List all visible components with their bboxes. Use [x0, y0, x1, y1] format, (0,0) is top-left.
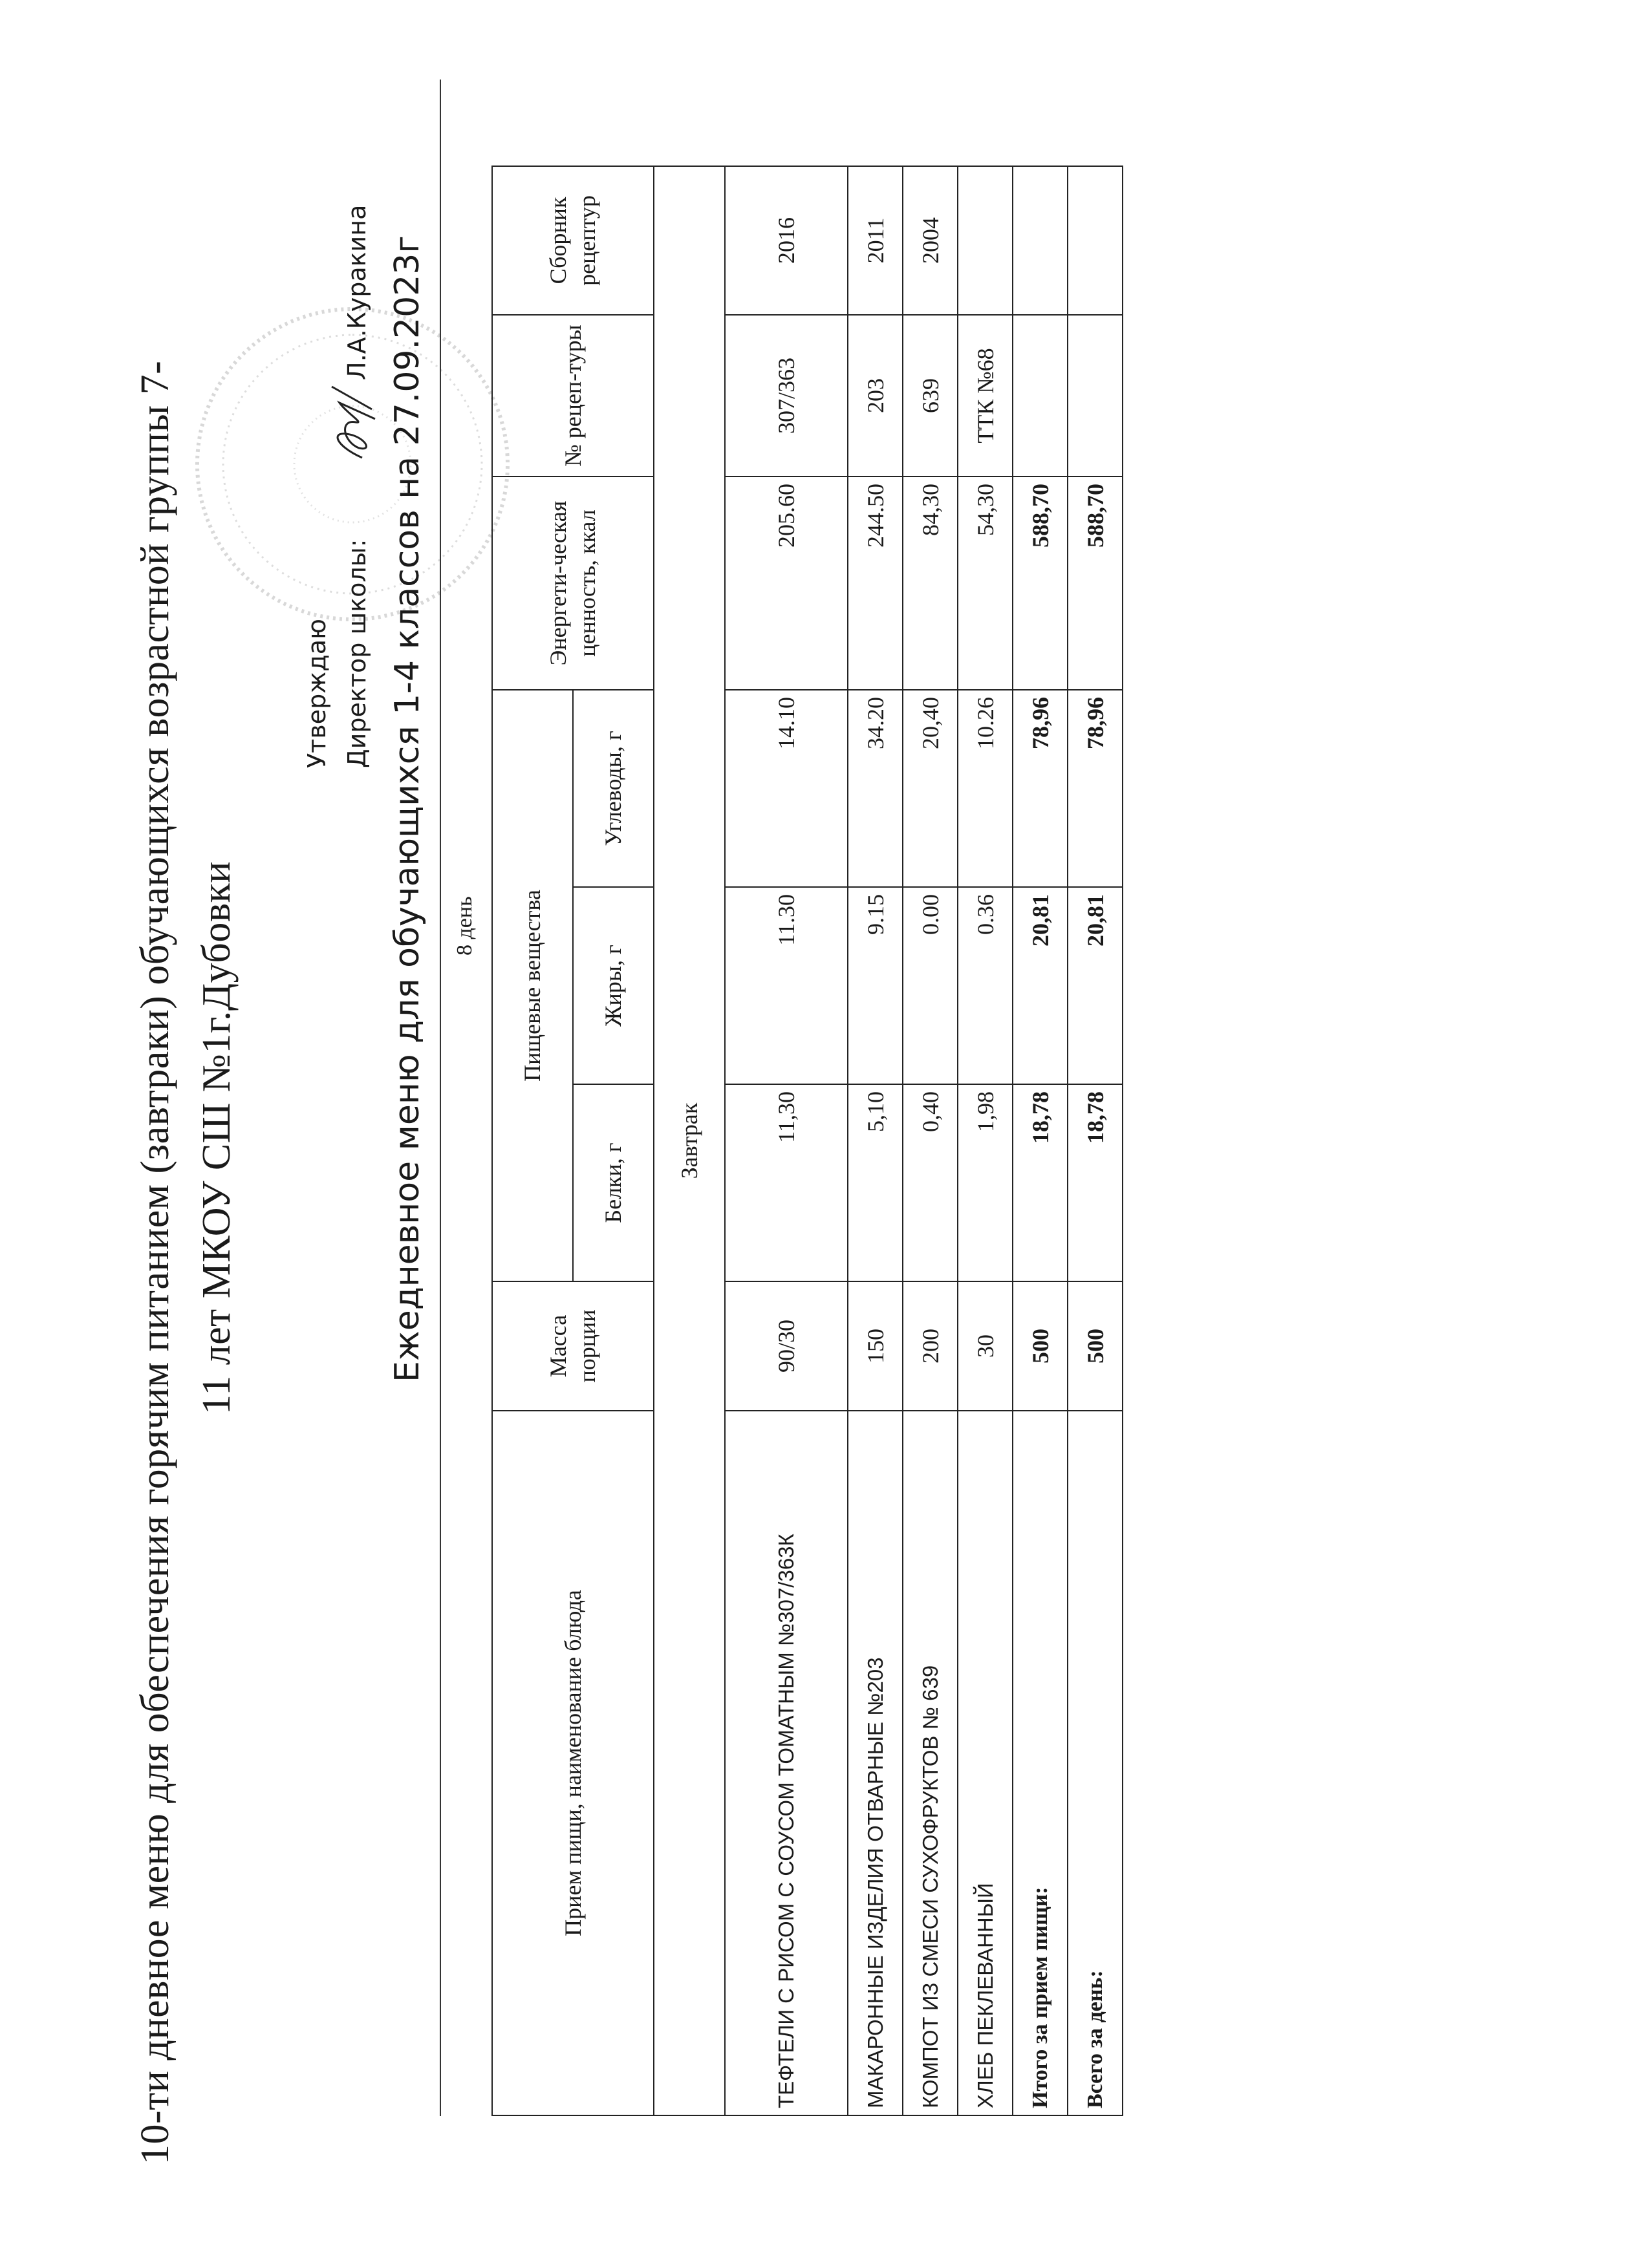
dish-recipe: 203 [848, 315, 903, 476]
dish-recipe: 307/363 [725, 315, 848, 476]
dish-mass: 30 [958, 1281, 1013, 1411]
menu-subtitle: Ежедневное меню для обучающихся 1-4 классов на 27.09.2023г [388, 235, 427, 1382]
totals-recipe-empty [1013, 315, 1068, 476]
day-totals-carbs: 78,96 [1068, 690, 1123, 887]
dish-name: МАКАРОННЫЕ ИЗДЕЛИЯ ОТВАРНЫЕ №203 [848, 1411, 903, 2115]
header-meal-name: Прием пищи, наименование блюда [492, 1411, 654, 2115]
totals-label: Итого за прием пищи: [1013, 1411, 1068, 2115]
dish-recipe: ТТК №68 [958, 315, 1013, 476]
dish-proteins: 1,98 [958, 1084, 1013, 1281]
dish-fats: 0.00 [903, 887, 958, 1084]
director-signature [327, 380, 378, 464]
dish-energy: 54,30 [958, 476, 1013, 690]
menu-table [491, 166, 1123, 2116]
header-recipe-no: № рецеп-туры [492, 315, 654, 476]
totals-proteins: 18,78 [1013, 1084, 1068, 1281]
dish-energy: 84,30 [903, 476, 958, 690]
dish-energy: 244.50 [848, 476, 903, 690]
dish-carbs: 14.10 [725, 690, 848, 887]
header-mass: Масса порции [492, 1281, 654, 1411]
document-title-line2: 11 лет МКОУ СШ №1г.Дубовки [195, 861, 239, 1415]
dish-proteins: 11,30 [725, 1084, 848, 1281]
dish-fats: 11.30 [725, 887, 848, 1084]
day-totals-fats: 20,81 [1068, 887, 1123, 1084]
table-row [725, 166, 848, 2115]
day-totals-mass: 500 [1068, 1281, 1123, 1411]
dish-mass: 150 [848, 1281, 903, 1411]
dish-mass: 90/30 [725, 1281, 848, 1411]
day-totals-energy: 588,70 [1068, 476, 1123, 690]
day-totals-label: Всего за день: [1068, 1411, 1123, 2115]
header-fats: Жиры, г [573, 887, 654, 1084]
section-breakfast: Завтрак [654, 166, 725, 2115]
dish-name: КОМПОТ ИЗ СМЕСИ СУХОФРУКТОВ № 639 [903, 1411, 958, 2115]
header-proteins: Белки, г [573, 1084, 654, 1281]
totals-row [1013, 166, 1068, 2115]
totals-energy: 588,70 [1013, 476, 1068, 690]
dish-name: ТЕФТЕЛИ С РИСОМ С СОУСОМ ТОМАТНЫМ №307/363К [725, 1411, 848, 2115]
director-name: Л.А.Куракина [343, 204, 371, 380]
dish-energy: 205.60 [725, 476, 848, 690]
table-row [958, 166, 1013, 2115]
day-label: 8 день [453, 896, 477, 956]
divider-line [440, 80, 441, 2116]
approve-label: Утверждаю [303, 619, 331, 768]
dish-proteins: 0,40 [903, 1084, 958, 1281]
header-carbs: Углеводы, г [573, 690, 654, 887]
dish-carbs: 20,40 [903, 690, 958, 887]
header-collection: Сборник рецептур [492, 166, 654, 315]
document-title-line1: 10-ти дневное меню для обеспечения горячим питанием (завтраки) обучающихся возрастной группы 7- [133, 360, 177, 2165]
dish-collection: 2016 [725, 166, 848, 315]
table-row [903, 166, 958, 2115]
table-row [848, 166, 903, 2115]
dish-collection [958, 166, 1013, 315]
header-energy: Энергети-ческая ценность, ккал [492, 476, 654, 690]
totals-carbs: 78,96 [1013, 690, 1068, 887]
dish-carbs: 34.20 [848, 690, 903, 887]
dish-fats: 9.15 [848, 887, 903, 1084]
day-totals-row [1068, 166, 1123, 2115]
day-totals-collection-empty [1068, 166, 1123, 315]
header-nutrients: Пищевые вещества [492, 690, 573, 1281]
day-totals-proteins: 18,78 [1068, 1084, 1123, 1281]
day-totals-recipe-empty [1068, 315, 1123, 476]
totals-mass: 500 [1013, 1281, 1068, 1411]
director-label: Директор школы: [343, 539, 371, 768]
dish-mass: 200 [903, 1281, 958, 1411]
dish-collection: 2011 [848, 166, 903, 315]
dish-fats: 0.36 [958, 887, 1013, 1084]
totals-collection-empty [1013, 166, 1068, 315]
dish-carbs: 10.26 [958, 690, 1013, 887]
dish-recipe: 639 [903, 315, 958, 476]
dish-proteins: 5,10 [848, 1084, 903, 1281]
dish-collection: 2004 [903, 166, 958, 315]
dish-name: ХЛЕБ ПЕКЛЕВАННЫЙ [958, 1411, 1013, 2115]
totals-fats: 20,81 [1013, 887, 1068, 1084]
